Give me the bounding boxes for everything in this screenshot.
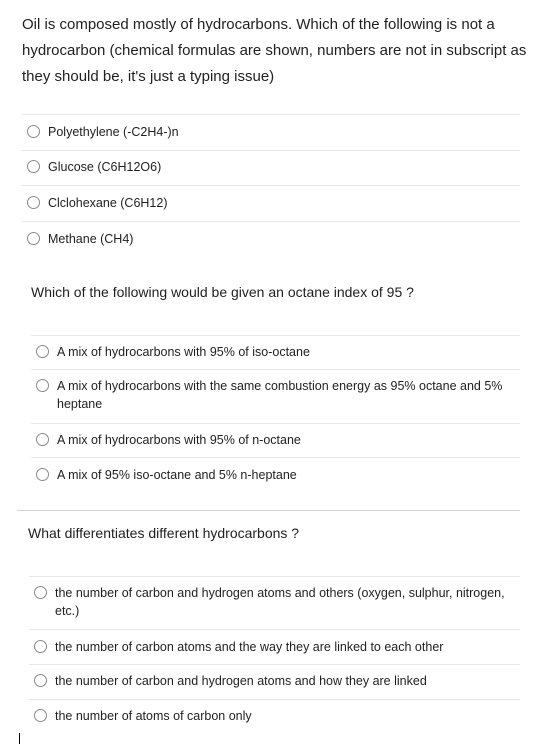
text-cursor-mark <box>19 733 20 744</box>
q3-option-3[interactable] <box>34 672 514 690</box>
divider <box>29 576 520 577</box>
divider <box>29 699 520 700</box>
q3-option-1[interactable] <box>34 584 514 620</box>
question-1-text: Oil is composed mostly of hydrocarbons. Which of the following is not a hydrocarbon (chemical formulas are shown, numbers are not in subscript as they should be, it's just a typing issue) <box>22 16 527 85</box>
radio-button[interactable] <box>27 232 40 245</box>
q2-option-4[interactable] <box>36 466 516 484</box>
q1-option-4[interactable] <box>27 230 517 248</box>
option-label: Methane (CH4) <box>48 232 134 246</box>
divider <box>22 114 520 115</box>
option-label: Glucose (C6H12O6) <box>48 160 162 174</box>
question-2-text: Which of the following would be given an octane index of 95 ? <box>31 284 414 300</box>
option-label: A mix of 95% iso-octane and 5% n-heptane <box>57 468 297 482</box>
q3-option-4[interactable] <box>34 707 514 725</box>
radio-button[interactable] <box>36 433 49 446</box>
radio-button[interactable] <box>27 196 40 209</box>
radio-button[interactable] <box>34 640 47 653</box>
q1-option-2[interactable] <box>27 158 517 176</box>
radio-button[interactable] <box>34 674 47 687</box>
option-label: A mix of hydrocarbons with the same combustion energy as 95% octane and 5% heptane <box>57 379 503 411</box>
option-label: the number of atoms of carbon only <box>55 709 252 723</box>
divider <box>22 185 520 186</box>
radio-button[interactable] <box>34 586 47 599</box>
radio-button[interactable] <box>27 125 40 138</box>
divider <box>22 150 520 151</box>
q3-option-2[interactable] <box>34 638 514 656</box>
option-label: Polyethylene (-C2H4-)n <box>48 125 179 139</box>
divider <box>22 221 520 222</box>
radio-button[interactable] <box>36 468 49 481</box>
q2-option-3[interactable] <box>36 431 516 449</box>
divider <box>31 335 520 336</box>
question-3-text: What differentiates different hydrocarbons ? <box>28 525 300 541</box>
section-divider <box>17 510 520 511</box>
option-label: A mix of hydrocarbons with 95% of n-octane <box>57 433 301 447</box>
divider <box>31 457 520 458</box>
divider <box>31 423 520 424</box>
divider <box>31 369 520 370</box>
option-label: the number of carbon atoms and the way they are linked to each other <box>55 640 444 654</box>
option-label: the number of carbon and hydrogen atoms and others (oxygen, sulphur, nitrogen, etc.) <box>55 586 505 618</box>
q2-option-2[interactable] <box>36 377 516 413</box>
q1-option-1[interactable] <box>27 123 517 141</box>
option-label: A mix of hydrocarbons with 95% of iso-octane <box>57 345 310 359</box>
radio-button[interactable] <box>27 160 40 173</box>
q1-option-3[interactable] <box>27 194 517 212</box>
divider <box>29 629 520 630</box>
radio-button[interactable] <box>36 345 49 358</box>
radio-button[interactable] <box>36 379 49 392</box>
divider <box>29 664 520 665</box>
option-label: Clclohexane (C6H12) <box>48 196 168 210</box>
q2-option-1[interactable] <box>36 343 516 361</box>
option-label: the number of carbon and hydrogen atoms and how they are linked <box>55 674 427 688</box>
radio-button[interactable] <box>34 709 47 722</box>
